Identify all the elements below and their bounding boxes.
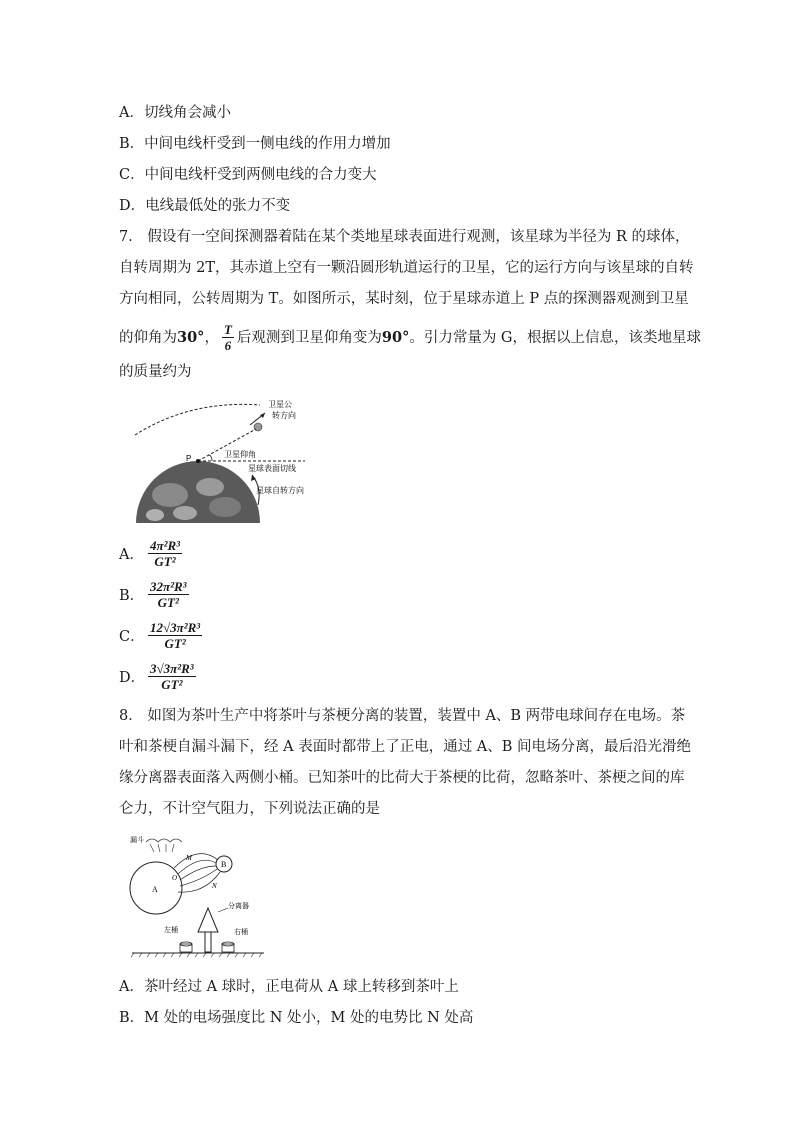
- q6-option-a: A．切线角会减小: [119, 105, 231, 121]
- svg-text:右桶: 右桶: [234, 928, 248, 936]
- svg-text:B: B: [221, 860, 227, 869]
- q6-option-d: D．电线最低处的张力不变: [119, 198, 291, 214]
- q6-option-c: C．中间电线杆受到两侧电线的合力变大: [119, 167, 377, 183]
- svg-text:星球自转方向: 星球自转方向: [256, 486, 304, 495]
- q6-option-b: B．中间电线杆受到一侧电线的作用力增加: [119, 136, 391, 152]
- svg-text:O: O: [172, 874, 178, 882]
- svg-text:分离器: 分离器: [228, 902, 249, 910]
- q7-line-3: 方向相同，公转周期为 T。如图所示，某时刻，位于星球赤道上 P 点的探测器观测到卫星: [119, 291, 689, 307]
- svg-text:星球表面切线: 星球表面切线: [248, 464, 296, 473]
- orbit-arc: [135, 404, 260, 435]
- svg-text:N: N: [212, 882, 217, 890]
- svg-text:卫星公: 卫星公: [268, 400, 292, 409]
- fraction-t-over-6: $\frac{T}{6}$: [223, 322, 232, 353]
- angle-30: 30°: [177, 328, 205, 346]
- svg-text:A: A: [152, 885, 158, 894]
- q7-line-4: 的仰角为 30° ， $\frac{T}{6}$ 后观测到卫星仰角变为 90° 。引力常量为 G，根据以上信息，该类地星球: [119, 322, 702, 353]
- q8-line-1: 8． 如图为茶叶生产中将茶叶与茶梗分离的装置，装置中 A、B 两带电球间存在电场。茶: [119, 708, 686, 724]
- svg-text:卫星仰角: 卫星仰角: [224, 450, 256, 459]
- svg-text:P: P: [186, 454, 192, 463]
- tea-separator-figure: [128, 830, 268, 960]
- svg-text:M: M: [186, 854, 192, 862]
- q8-line-2: 叶和茶梗自漏斗漏下，经 A 表面时都带上了正电，通过 A、B 间电场分离，最后沿光滑绝: [119, 739, 692, 755]
- svg-text:转方向: 转方向: [272, 411, 296, 420]
- angle-90: 90°: [381, 328, 410, 346]
- q7-option-c-fraction: $\frac{\text{12√3π²R³}}{\text{GT²}}$: [150, 620, 201, 651]
- q8-line-4: 仑力，不计空气阻力，下列说法正确的是: [119, 801, 380, 817]
- q7-option-a: A． $\frac{\text{4π²R³}}{\text{GT²}}$: [119, 538, 181, 569]
- q8-option-b: B．M 处的电场强度比 N 处小，M 处的电势比 N 处高: [119, 1010, 474, 1026]
- q7-option-c: C． $\frac{\text{12√3π²R³}}{\text{GT²}}$: [119, 620, 201, 651]
- q7-option-d-fraction: $\frac{\text{3√3π²R³}}{\text{GT²}}$: [150, 661, 194, 692]
- q8-line-3: 缘分离器表面落入两侧小桶。已知茶叶的比荷大于茶梗的比荷，忽略茶叶、茶梗之间的库: [119, 770, 685, 786]
- q7-option-d: D． $\frac{\text{3√3π²R³}}{\text{GT²}}$: [119, 661, 194, 692]
- q7-line-1: 7． 假设有一空间探测器着陆在某个类地星球表面进行观测，该星球为半径为 R 的球体，: [119, 229, 690, 245]
- q8-option-a: A．茶叶经过 A 球时，正电荷从 A 球上转移到茶叶上: [119, 979, 459, 995]
- svg-text:漏斗: 漏斗: [130, 836, 144, 844]
- q7-line-2: 自转周期为 2T，其赤道上空有一颗沿圆形轨道运行的卫星，它的运行方向与该星球的自转: [119, 260, 694, 276]
- q7-option-b-fraction: $\frac{\text{32π²R³}}{\text{GT²}}$: [150, 579, 187, 610]
- q7-line-5: 的质量约为: [119, 364, 192, 380]
- q7-option-a-fraction: $\frac{\text{4π²R³}}{\text{GT²}}$: [150, 538, 181, 569]
- point-p: [196, 459, 200, 463]
- q7-option-b: B． $\frac{\text{32π²R³}}{\text{GT²}}$: [119, 579, 187, 610]
- satellite-figure: [130, 395, 340, 523]
- separator: [198, 908, 218, 932]
- funnel-icon: [146, 839, 182, 842]
- svg-text:左桶: 左桶: [164, 926, 178, 934]
